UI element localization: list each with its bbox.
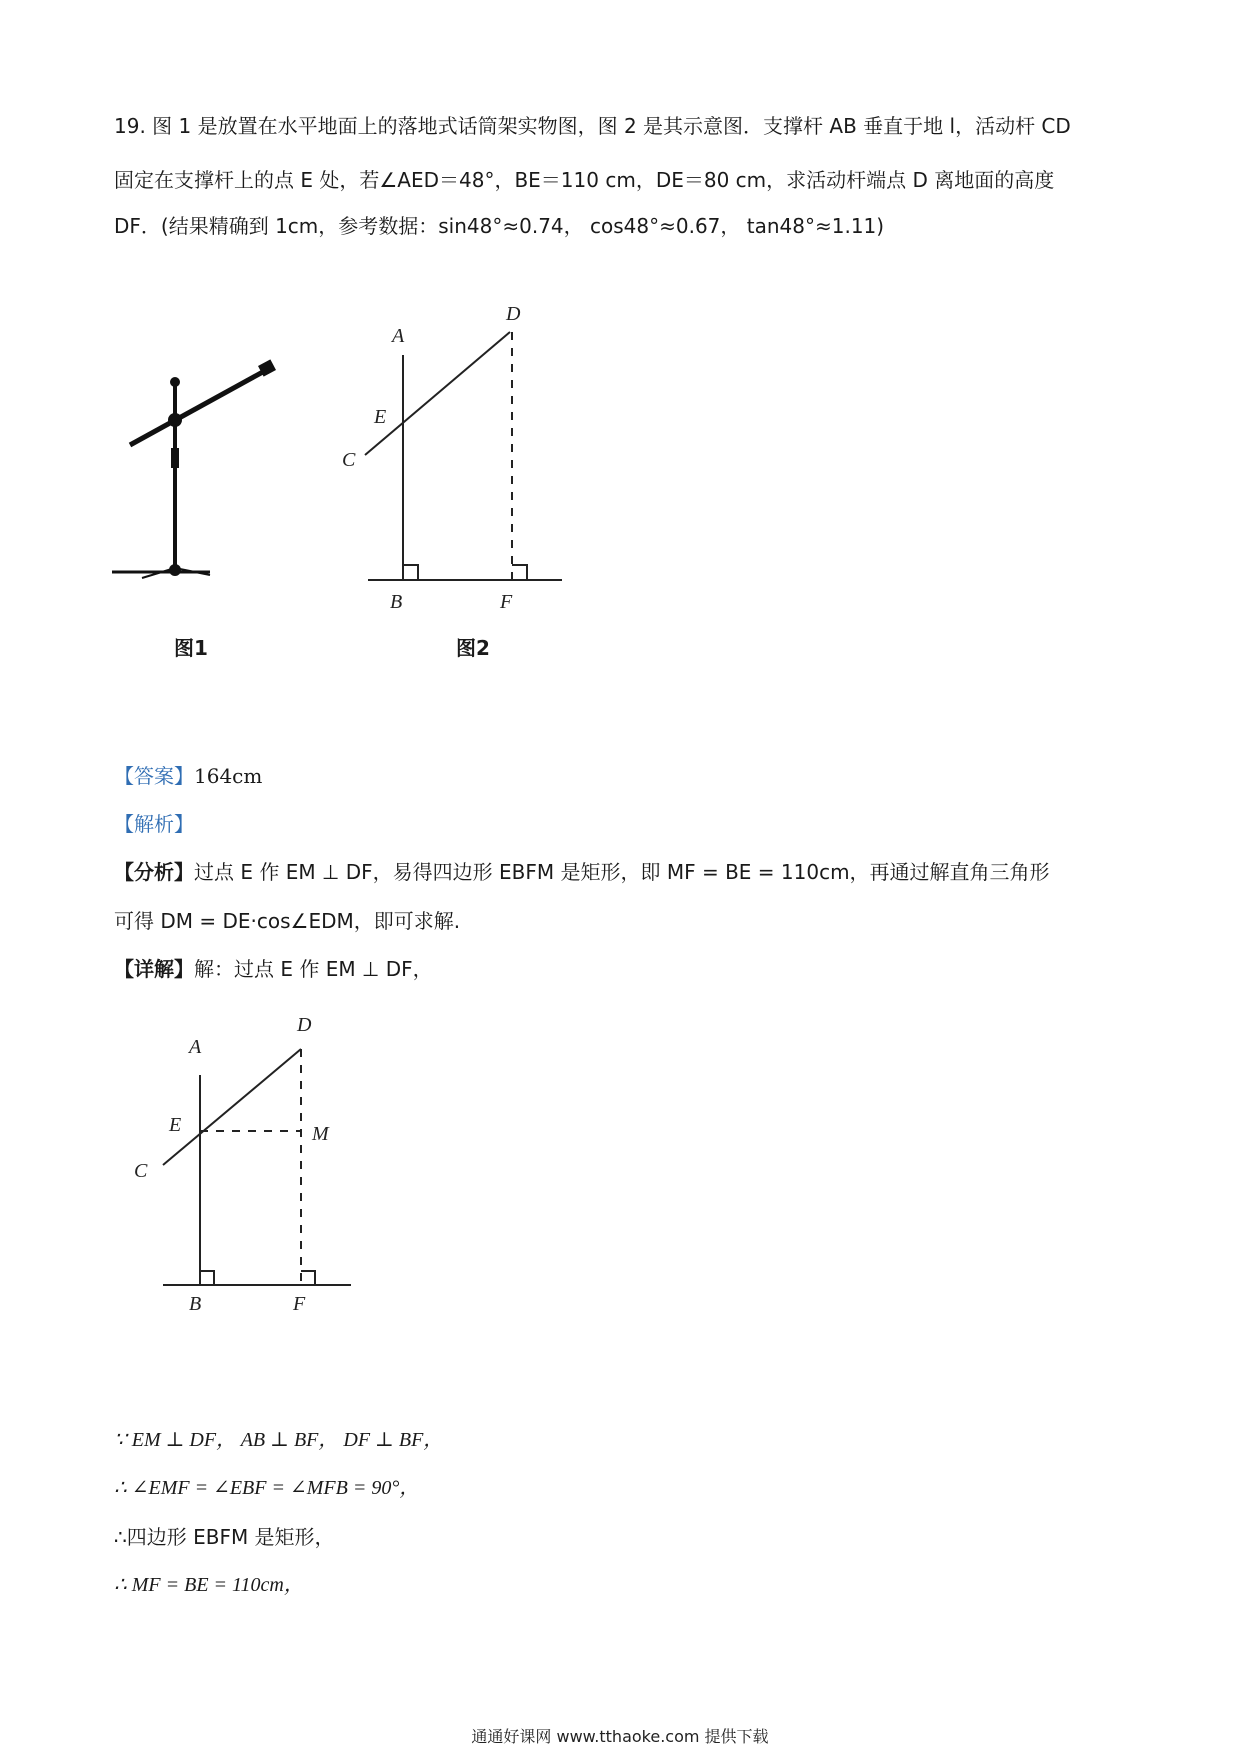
fig2-label-E: E bbox=[374, 406, 387, 428]
fig3-label-M: M bbox=[312, 1123, 329, 1145]
fenxi-line-1 bbox=[114, 858, 1050, 886]
fig3-label-E: E bbox=[169, 1114, 182, 1136]
fenxi-tag: 【分析】 bbox=[114, 860, 194, 884]
detail-text: 解：过点 E 作 EM ⊥ DF， bbox=[194, 957, 433, 981]
fig3-label-B: B bbox=[189, 1293, 202, 1315]
problem-line-2: 固定在支撑杆上的点 E 处，若∠AED＝48°，BE＝110 cm，DE＝80 cm，求活动杆端点 D 离地面的高度 bbox=[114, 168, 1055, 192]
problem-line-1: 19. 图 1 是放置在水平地面上的落地式话筒架实物图，图 2 是其示意图．支撑杆 AB 垂直于地 l，活动杆 CD bbox=[114, 114, 1071, 138]
proof-step-4: ∴ MF = BE = 110cm， bbox=[114, 1574, 304, 1596]
analysis-tag: 【解析】 bbox=[114, 812, 194, 836]
fig3-label-D: D bbox=[297, 1014, 312, 1036]
fig3-label-F: F bbox=[293, 1293, 306, 1315]
figure-1-mic-stand bbox=[110, 340, 310, 585]
fig2-label-F: F bbox=[500, 591, 513, 613]
fenxi-line-2: 可得 DM = DE·cos∠EDM，即可求解. bbox=[114, 909, 461, 933]
problem-line-3: DF．(结果精确到 1cm，参考数据：sin48°≈0.74， cos48°≈0.67， tan48°≈1.11) bbox=[114, 214, 885, 238]
figure-3-solution-diagram bbox=[125, 1005, 375, 1320]
answer-value: 164cm bbox=[194, 764, 263, 788]
page-footer: 通通好课网 www.tthaoke.com 提供下载 bbox=[471, 1727, 769, 1746]
fig2-label-A: A bbox=[392, 325, 405, 347]
fig3-label-A: A bbox=[189, 1036, 202, 1058]
detail-tag: 【详解】 bbox=[114, 957, 194, 981]
proof-step-3: ∴四边形 EBFM 是矩形， bbox=[114, 1525, 335, 1549]
fenxi-text-1: 过点 E 作 EM ⊥ DF，易得四边形 EBFM 是矩形，即 MF = BE = 110cm，再通过解直角三角形 bbox=[194, 860, 1050, 884]
fig2-label-D: D bbox=[506, 303, 521, 325]
proof-step-2: ∴ ∠EMF = ∠EBF = ∠MFB = 90°， bbox=[114, 1477, 420, 1499]
fig2-label-C: C bbox=[342, 449, 356, 471]
fig3-label-C: C bbox=[134, 1160, 148, 1182]
figure-2-caption: 图2 bbox=[456, 636, 490, 660]
answer-line bbox=[114, 762, 262, 790]
fig2-label-B: B bbox=[390, 591, 403, 613]
figure-1-caption: 图1 bbox=[174, 636, 208, 660]
detail-line bbox=[114, 955, 433, 983]
proof-step-1: ∵ EM ⊥ DF， AB ⊥ BF， DF ⊥ BF， bbox=[114, 1429, 444, 1451]
figure-2-schematic bbox=[330, 300, 570, 620]
answer-tag: 【答案】 bbox=[114, 764, 194, 788]
